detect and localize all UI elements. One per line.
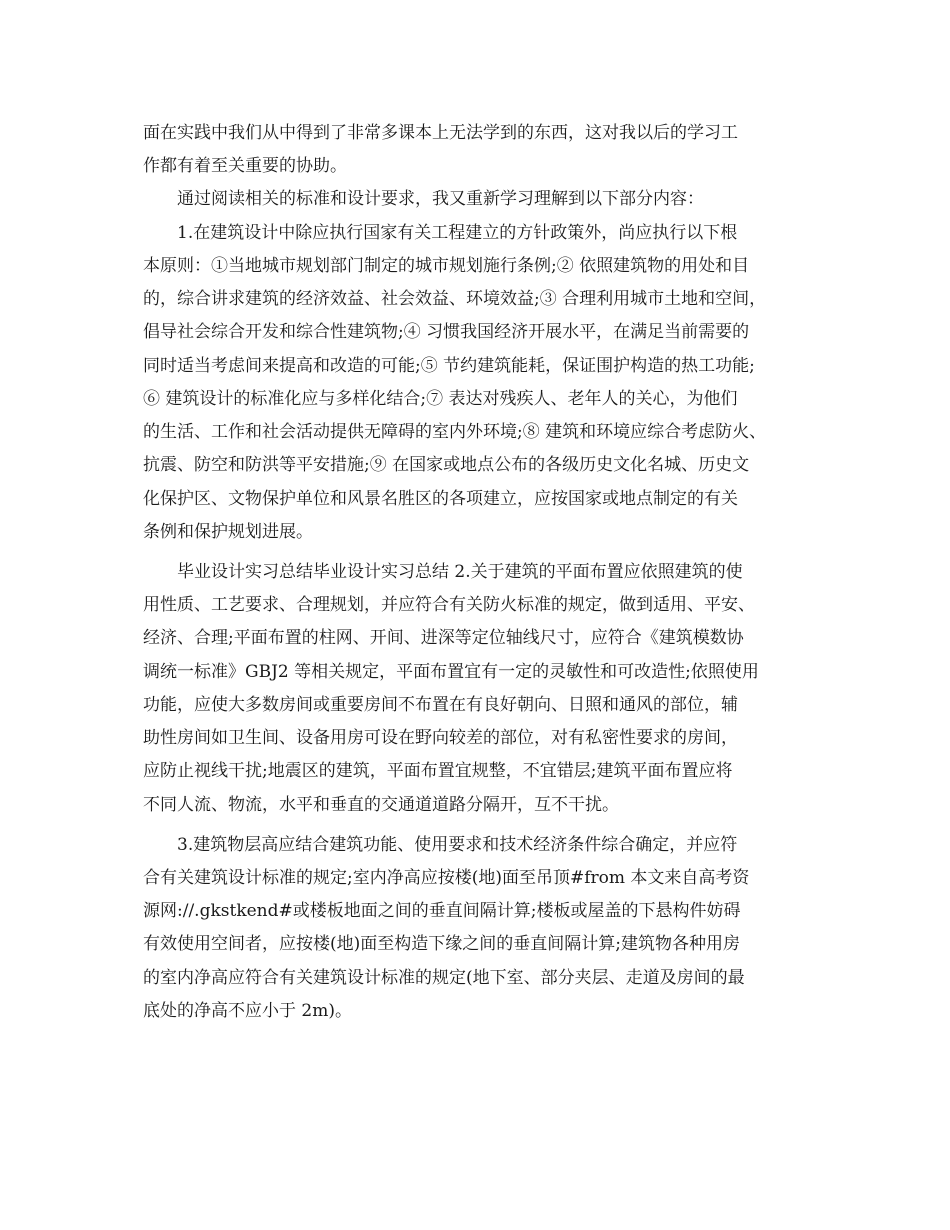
text-line: 毕业设计实习总结毕业设计实习总结 2.关于建筑的平面布置应依照建筑的使 — [177, 562, 743, 582]
text-line: 有效使用空间者，应按楼(地)面至构造下缘之间的垂直间隔计算;建筑物各种用房 — [143, 934, 740, 954]
text-line: 化保护区、文物保护单位和风景名胜区的各项建立，应按国家或地点制定的有关 — [143, 489, 738, 509]
text-line: 的室内净高应符合有关建筑设计标准的规定(地下室、部分夹层、走道及房间的最 — [143, 968, 745, 988]
text-line: 合有关建筑设计标准的规定;室内净高应按楼(地)面至吊顶#from 本文来自高考资 — [143, 868, 750, 888]
text-line: 的生活、工作和社会活动提供无障碍的室内外环境;⑧ 建筑和环境应综合考虑防火、 — [143, 422, 767, 442]
text-line: 源网://.gkstkend#或楼板地面之间的垂直间隔计算;楼板或屋盖的下悬构件妨碍 — [143, 901, 741, 921]
text-line: 本原则：①当地城市规划部门制定的城市规划施行条例;② 依照建筑物的用处和目 — [143, 256, 750, 276]
text-line: 同时适当考虑间来提高和改造的可能;⑤ 节约建筑能耗，保证围护构造的热工功能; — [143, 356, 755, 376]
text-line: 应防止视线干扰;地震区的建筑，平面布置宜规整，不宜错层;建筑平面布置应将 — [143, 761, 733, 781]
text-line: 3.建筑物层高应结合建筑功能、使用要求和技术经济条件综合确定，并应符 — [177, 835, 738, 855]
text-line: 条例和保护规划进展。 — [143, 522, 313, 542]
text-line: 通过阅读相关的标准和设计要求，我又重新学习理解到以下部分内容： — [177, 189, 704, 209]
text-line: ⑥ 建筑设计的标准化应与多样化结合;⑦ 表达对残疾人、老年人的关心，为他们 — [143, 389, 738, 409]
text-line: 作都有着至关重要的协助。 — [143, 156, 347, 176]
text-line: 的，综合讲求建筑的经济效益、社会效益、环境效益;③ 合理利用城市土地和空间， — [143, 289, 767, 309]
text-line: 底处的净高不应小于 2m)。 — [143, 1001, 352, 1021]
text-line: 经济、合理;平面布置的柱网、开间、进深等定位轴线尺寸，应符合《建筑模数协 — [143, 628, 744, 648]
text-line: 抗震、防空和防洪等平安措施;⑨ 在国家或地点公布的各级历史文化名城、历史文 — [143, 455, 750, 475]
text-line: 面在实践中我们从中得到了非常多课本上无法学到的东西，这对我以后的学习工 — [143, 123, 738, 143]
text-line: 1.在建筑设计中除应执行国家有关工程建立的方针政策外，尚应执行以下根 — [177, 223, 738, 243]
text-line: 用性质、工艺要求、合理规划，并应符合有关防火标准的规定，做到适用、平安、 — [143, 595, 755, 615]
text-line: 功能，应使大多数房间或重要房间不布置在有良好朝向、日照和通风的部位，辅 — [143, 695, 738, 715]
text-line: 助性房间如卫生间、设备用房可设在野向较差的部位，对有私密性要求的房间， — [143, 728, 738, 748]
text-line: 不同人流、物流，水平和垂直的交通道道路分隔开，互不干扰。 — [143, 795, 619, 815]
text-line: 倡导社会综合开发和综合性建筑物;④ 习惯我国经济开展水平，在满足当前需要的 — [143, 322, 750, 342]
text-line: 调统一标准》GBJ2 等相关规定，平面布置宜有一定的灵敏性和可改造性;依照使用 — [143, 662, 759, 682]
